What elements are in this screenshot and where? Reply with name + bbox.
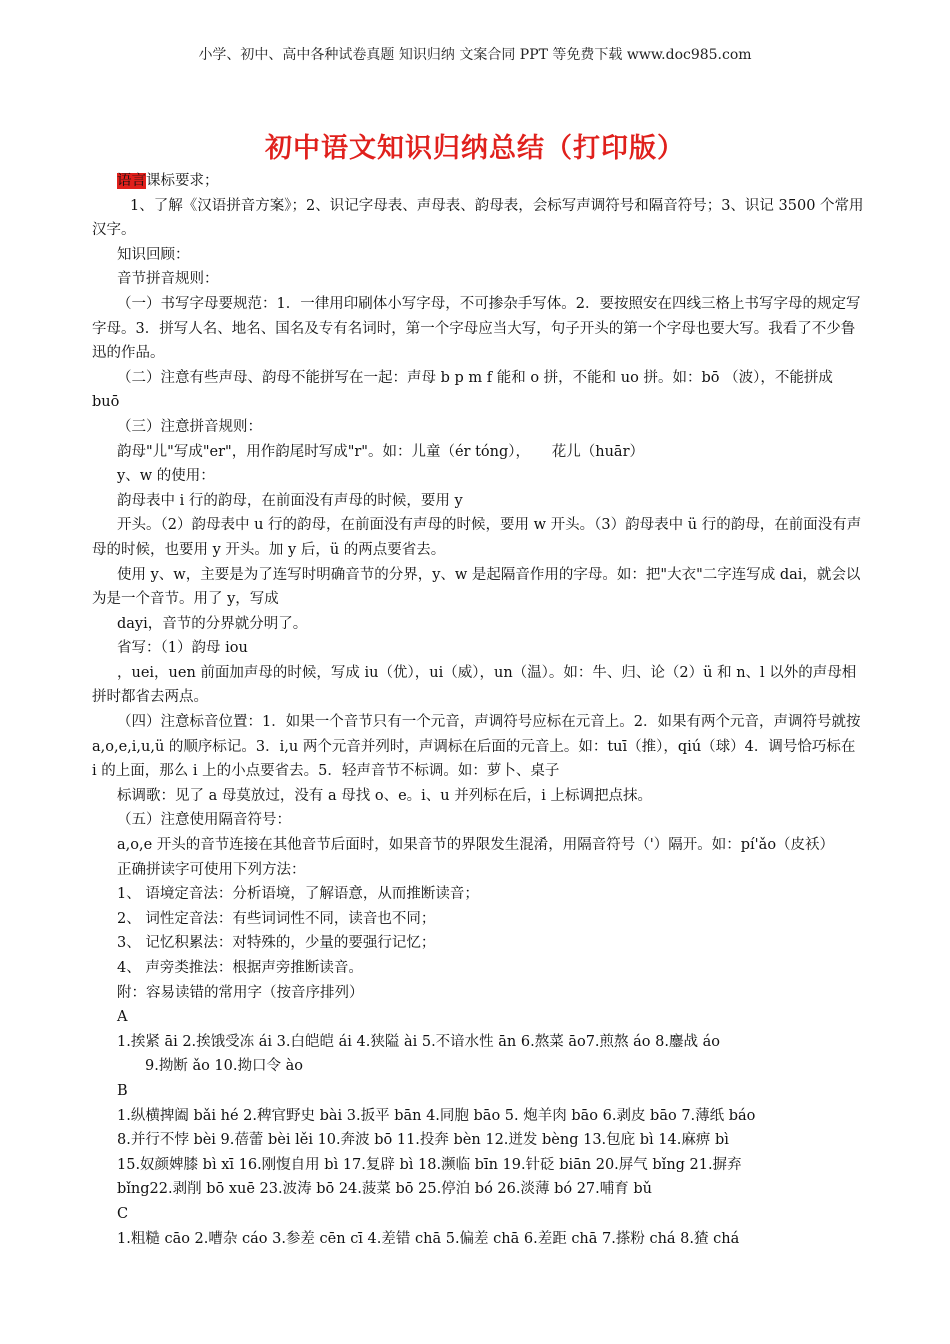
word-list-line: 1.挨紧 āi 2.挨饿受冻 ái 3.白皑皑 ái 4.狭隘 ài 5.不谙水性 ān 6.熬菜 āo7.煎熬 áo 8.鏖战 áo (117, 1033, 720, 1050)
paragraph: 开头。（2）韵母表中 u 行的韵母，在前面没有声母的时候，要用 w 开头。（3）韵母表中 ü 行的韵母，在前面没有声母的时候，也要用 y 开头。加 y 后，ü 的两点要省去。 (92, 517, 862, 558)
paragraph: 正确拼读字可使用下列方法： (117, 861, 306, 878)
paragraph: 知识回顾： (117, 246, 190, 263)
intro-line (92, 169, 864, 194)
paragraph: （四）注意标音位置：1．如果一个音节只有一个元音，声调符号应标在元音上。2．如果有两个元音，声调符号就按 a,o,e,i,u,ü 的顺序标记。3．i,u 两个元音并列时，声调标在后面的元音上。如：tuī（推），qiú（球）4．调号恰巧标在 i 的上面，那么 i 上的小点要省去。5．轻声音节不标调。如：萝卜、桌子 (92, 714, 861, 780)
highlight-tag: 语言 (117, 173, 146, 189)
paragraph: （二）注意有些声母、韵母不能拼写在一起：声母 b p m f 能和 o 拼，不能和 uo 拼。如：bō （波），不能拼成 buō (92, 369, 833, 411)
paragraph: 省写：（1）韵母 iou (117, 640, 248, 657)
list-item: 1、 语境定音法：分析语境，了解语意，从而推断读音； (117, 886, 479, 903)
paragraph: 使用 y、w，主要是为了连写时明确音节的分界，y、w 是起隔音作用的字母。如：把"大衣"二字连写成 dai，就会以为是一个音节。用了 y，写成 (92, 566, 861, 608)
paragraph: 音节拼音规则： (117, 271, 219, 288)
word-list-line: 1.粗糙 cāo 2.嘈杂 cáo 3.参差 cēn cī 4.差错 chā 5.偏差 chā 6.差距 chā 7.搽粉 chá 8.猹 chá (117, 1230, 740, 1247)
section-letter: C (117, 1205, 129, 1222)
word-list-line: 1.纵横捭阖 bǎi hé 2.稗官野史 bài 3.扳平 bān 4.同胞 bāo 5. 炮羊肉 bāo 6.剥皮 bāo 7.薄纸 báo (117, 1107, 756, 1124)
paragraph: ，uei，uen 前面加声母的时候，写成 iu（优），ui（威），un（温）。如：牛、归、论（2）ü 和 n、l 以外的声母相拼时都省去两点。 (92, 664, 857, 706)
document-body (92, 169, 864, 1251)
paragraph: a,o,e 开头的音节连接在其他音节后面时，如果音节的界限发生混淆，用隔音符号（'）隔开。如：pí'ǎo（皮袄） (117, 837, 835, 854)
word-list-line: 15.奴颜婢膝 bì xī 16.刚愎自用 bì 17.复辟 bì 18.濒临 bīn 19.针砭 biān 20.屏气 bǐng 21.摒弃 (117, 1156, 742, 1173)
list-item: 4、 声旁类推法：根据声旁推断读音。 (117, 960, 363, 976)
document-title: 初中语文知识归纳总结（打印版） (265, 133, 685, 164)
section-letter: A (117, 1009, 128, 1026)
list-item: 3、 记忆积累法：对特殊的，少量的要强行记忆； (117, 935, 436, 952)
paragraph: 韵母"儿"写成"er"，用作韵尾时写成"r"。如：儿童（ér tóng）， 花儿（huār） (117, 443, 645, 460)
paragraph: dayi，音节的分界就分明了。 (117, 615, 308, 632)
paragraph: 附：容易读错的常用字（按音序排列） (117, 984, 364, 1001)
list-item: 2、 词性定音法：有些词词性不同，读音也不同； (117, 910, 436, 927)
paragraph: （一）书写字母要规范：1．一律用印刷体小写字母，不可掺杂手写体。2．要按照安在四线三格上书写字母的规定写字母。3．拼写人名、地名、国名及专有名词时，第一个字母应当大写，句子开头的第一个字母也要大写。我看了不少鲁迅的作品。 (92, 295, 861, 362)
word-list-line: bǐng22.剥削 bō xuē 23.波涛 bō 24.菠菜 bō 25.停泊 bó 26.淡薄 bó 27.哺育 bǔ (117, 1181, 652, 1198)
paragraph: （五）注意使用隔音符号： (117, 812, 291, 829)
page-header: 小学、初中、高中各种试卷真题 知识归纳 文案合同 PPT 等免费下载 www.doc985.com (198, 47, 752, 63)
paragraph: 标调歌：见了 a 母莫放过，没有 a 母找 o、e。i、u 并列标在后，i 上标调把点抹。 (117, 787, 652, 804)
word-list-line: 8.并行不悖 bèi 9.蓓蕾 bèi lěi 10.奔波 bō 11.投奔 bèn 12.迸发 bèng 13.包庇 bì 14.麻痹 bì (117, 1132, 729, 1149)
section-letter: B (117, 1082, 128, 1099)
paragraph: 韵母表中 i 行的韵母，在前面没有声母的时候，要用 y (117, 492, 463, 509)
paragraph: y、w 的使用： (117, 468, 215, 485)
word-list-line: 9.拗断 ǎo 10.拗口令 ào (145, 1058, 303, 1075)
paragraph: （三）注意拼音规则： (117, 418, 262, 435)
paragraph: 1、了解《汉语拼音方案》；2、识记字母表、声母表、韵母表，会标写声调符号和隔音符号；3、识记 3500 个常用汉字。 (92, 197, 864, 239)
intro-text: 课标要求； (146, 173, 219, 189)
